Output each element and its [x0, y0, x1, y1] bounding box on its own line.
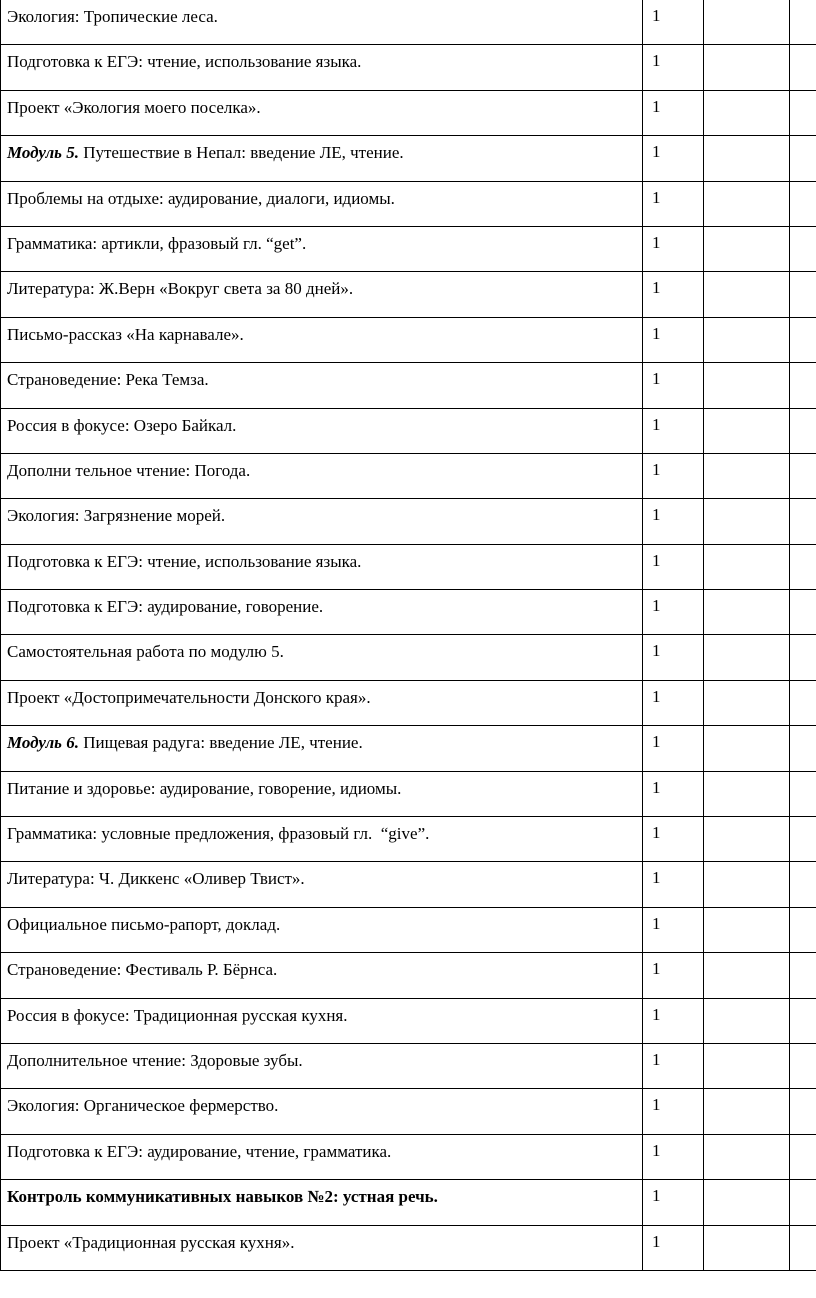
- date-fact-cell: [790, 1089, 816, 1134]
- lesson-topic-cell: [1, 1225, 643, 1270]
- date-plan-cell: [704, 226, 790, 271]
- date-plan-cell: [704, 499, 790, 544]
- hours-cell: 1: [643, 590, 704, 635]
- lesson-topic-cell: [1, 136, 643, 181]
- date-fact-cell: [790, 1043, 816, 1088]
- table-row: [1, 544, 816, 589]
- date-fact-cell: [790, 544, 816, 589]
- lesson-topic-cell: [1, 953, 643, 998]
- lesson-topic-cell: [1, 771, 643, 816]
- lesson-topic-cell: [1, 226, 643, 271]
- table-row: [1, 998, 816, 1043]
- date-plan-cell: [704, 363, 790, 408]
- date-plan-cell: [704, 544, 790, 589]
- hours-cell: 1: [643, 45, 704, 90]
- date-fact-cell: [790, 181, 816, 226]
- lesson-topic-text: Дополни тельное чтение: Погода.: [7, 460, 251, 480]
- table-row: [1, 1043, 816, 1088]
- lesson-topic-text: Литература: Ж.Верн «Вокруг света за 80 дней».: [7, 279, 354, 299]
- lesson-topic-text: Проблемы на отдыхе: аудирование, диалоги, идиомы.: [7, 188, 395, 208]
- table-row: [1, 1225, 816, 1270]
- lesson-topic-cell: [1, 317, 643, 362]
- lesson-topic-text: Дополнительное чтение: Здоровые зубы.: [7, 1050, 303, 1070]
- lesson-topic-text: Подготовка к ЕГЭ: аудирование, говорение.: [7, 597, 324, 617]
- hours-cell: 1: [643, 1089, 704, 1134]
- lesson-topic-cell: [1, 1089, 643, 1134]
- lesson-topic-cell: [1, 907, 643, 952]
- module-label: Модуль 6.: [7, 733, 79, 753]
- table-row: [1, 181, 816, 226]
- lesson-topic-cell: [1, 817, 643, 862]
- table-row: [1, 317, 816, 362]
- table-row: [1, 408, 816, 453]
- date-fact-cell: [790, 408, 816, 453]
- table-row: [1, 90, 816, 135]
- lesson-topic-cell: [1, 453, 643, 498]
- hours-cell: 1: [643, 272, 704, 317]
- lesson-topic-text: Россия в фокусе: Традиционная русская кухня.: [7, 1005, 348, 1025]
- date-plan-cell: [704, 317, 790, 362]
- lesson-topic-text: Пищевая радуга: введение ЛЕ, чтение.: [78, 733, 363, 753]
- hours-cell: 1: [643, 90, 704, 135]
- lesson-topic-text: Страноведение: Река Темза.: [7, 370, 209, 390]
- lesson-topic-cell: [1, 499, 643, 544]
- lesson-topic-cell: [1, 408, 643, 453]
- date-fact-cell: [790, 453, 816, 498]
- lesson-topic-cell: [1, 0, 643, 45]
- date-plan-cell: [704, 771, 790, 816]
- hours-cell: 1: [643, 181, 704, 226]
- date-plan-cell: [704, 998, 790, 1043]
- lesson-topic-cell: [1, 363, 643, 408]
- date-fact-cell: [790, 90, 816, 135]
- hours-cell: 1: [643, 317, 704, 362]
- lesson-topic-cell: [1, 272, 643, 317]
- date-plan-cell: [704, 90, 790, 135]
- table-row: [1, 862, 816, 907]
- table-row: [1, 817, 816, 862]
- table-row: [1, 726, 816, 771]
- date-fact-cell: [790, 726, 816, 771]
- lesson-topic-text: Проект «Достопримечательности Донского края».: [7, 687, 371, 707]
- table-row: [1, 907, 816, 952]
- hours-cell: 1: [643, 726, 704, 771]
- lesson-topic-text: Экология: Тропические леса.: [7, 7, 218, 26]
- lesson-topic-cell: [1, 45, 643, 90]
- date-fact-cell: [790, 680, 816, 725]
- date-fact-cell: [790, 317, 816, 362]
- lesson-topic-cell: [1, 1043, 643, 1088]
- hours-cell: 1: [643, 998, 704, 1043]
- hours-cell: 1: [643, 635, 704, 680]
- lesson-topic-text: Контроль коммуникативных навыков №2: устная речь.: [7, 1187, 438, 1207]
- hours-cell: 1: [643, 862, 704, 907]
- lesson-topic-cell: [1, 1134, 643, 1179]
- date-plan-cell: [704, 680, 790, 725]
- date-fact-cell: [790, 635, 816, 680]
- date-plan-cell: [704, 45, 790, 90]
- date-fact-cell: [790, 771, 816, 816]
- date-fact-cell: [790, 998, 816, 1043]
- date-fact-cell: [790, 0, 816, 45]
- hours-cell: 1: [643, 499, 704, 544]
- date-plan-cell: [704, 590, 790, 635]
- hours-cell: 1: [643, 1043, 704, 1088]
- table-row: [1, 0, 816, 45]
- table-row: [1, 590, 816, 635]
- table-row: [1, 1180, 816, 1225]
- date-plan-cell: [704, 862, 790, 907]
- lesson-topic-text: Подготовка к ЕГЭ: чтение, использование языка.: [7, 551, 362, 571]
- lesson-topic-text: Россия в фокусе: Озеро Байкал.: [7, 415, 237, 435]
- lesson-topic-text: Питание и здоровье: аудирование, говорение, идиомы.: [7, 778, 402, 798]
- date-plan-cell: [704, 181, 790, 226]
- hours-cell: 1: [643, 136, 704, 181]
- table-row: [1, 136, 816, 181]
- date-plan-cell: [704, 953, 790, 998]
- lesson-topic-text: Литература: Ч. Диккенс «Оливер Твист».: [7, 869, 305, 889]
- table-row: [1, 771, 816, 816]
- date-fact-cell: [790, 499, 816, 544]
- table-row: [1, 226, 816, 271]
- table-row: [1, 45, 816, 90]
- date-fact-cell: [790, 1180, 816, 1225]
- date-fact-cell: [790, 862, 816, 907]
- date-plan-cell: [704, 1134, 790, 1179]
- lesson-plan-body: [1, 0, 816, 1270]
- lesson-topic-text: Экология: Загрязнение морей.: [7, 506, 226, 526]
- lesson-topic-text: Грамматика: артикли, фразовый гл. “get”.: [7, 233, 307, 253]
- lesson-topic-text: Самостоятельная работа по модулю 5.: [7, 642, 284, 662]
- date-fact-cell: [790, 907, 816, 952]
- hours-cell: 1: [643, 1134, 704, 1179]
- hours-cell: 1: [643, 953, 704, 998]
- lesson-topic-text: Проект «Традиционная русская кухня».: [7, 1232, 295, 1252]
- lesson-topic-text: Письмо-рассказ «На карнавале».: [7, 324, 244, 344]
- hours-cell: 1: [643, 771, 704, 816]
- lesson-topic-text: Подготовка к ЕГЭ: аудирование, чтение, грамматика.: [7, 1141, 392, 1161]
- table-row: [1, 1134, 816, 1179]
- table-row: [1, 363, 816, 408]
- table-row: [1, 499, 816, 544]
- date-plan-cell: [704, 1043, 790, 1088]
- lesson-topic-cell: [1, 181, 643, 226]
- lesson-topic-text: Грамматика: условные предложения, фразовый гл. “give”.: [7, 824, 430, 844]
- hours-cell: 1: [643, 907, 704, 952]
- date-plan-cell: [704, 817, 790, 862]
- hours-cell: 1: [643, 453, 704, 498]
- date-fact-cell: [790, 272, 816, 317]
- lesson-topic-text: Проект «Экология моего поселка».: [7, 97, 261, 117]
- lesson-topic-text: Путешествие в Непал: введение ЛЕ, чтение.: [78, 143, 404, 163]
- table-row: [1, 635, 816, 680]
- hours-cell: 1: [643, 544, 704, 589]
- date-plan-cell: [704, 136, 790, 181]
- lesson-topic-cell: [1, 862, 643, 907]
- hours-cell: 1: [643, 0, 704, 45]
- date-plan-cell: [704, 1089, 790, 1134]
- lesson-topic-cell: [1, 590, 643, 635]
- hours-cell: 1: [643, 817, 704, 862]
- lesson-topic-text: Экология: Органическое фермерство.: [7, 1096, 279, 1116]
- date-plan-cell: [704, 1225, 790, 1270]
- date-plan-cell: [704, 1180, 790, 1225]
- lesson-topic-text: Официальное письмо-рапорт, доклад.: [7, 914, 281, 934]
- lesson-topic-cell: [1, 635, 643, 680]
- date-fact-cell: [790, 1134, 816, 1179]
- hours-cell: 1: [643, 1180, 704, 1225]
- date-fact-cell: [790, 817, 816, 862]
- lesson-topic-cell: [1, 680, 643, 725]
- hours-cell: 1: [643, 408, 704, 453]
- date-plan-cell: [704, 907, 790, 952]
- date-fact-cell: [790, 136, 816, 181]
- date-plan-cell: [704, 453, 790, 498]
- date-plan-cell: [704, 408, 790, 453]
- hours-cell: 1: [643, 1225, 704, 1270]
- lesson-topic-cell: [1, 90, 643, 135]
- date-plan-cell: [704, 0, 790, 45]
- lesson-topic-cell: [1, 544, 643, 589]
- lesson-topic-cell: [1, 998, 643, 1043]
- date-fact-cell: [790, 1225, 816, 1270]
- date-fact-cell: [790, 953, 816, 998]
- table-row: [1, 272, 816, 317]
- date-fact-cell: [790, 363, 816, 408]
- date-plan-cell: [704, 635, 790, 680]
- date-fact-cell: [790, 226, 816, 271]
- date-plan-cell: [704, 272, 790, 317]
- lesson-topic-cell: [1, 1180, 643, 1225]
- module-label: Модуль 5.: [7, 143, 79, 163]
- lesson-topic-text: Страноведение: Фестиваль Р. Бёрнса.: [7, 960, 278, 980]
- table-row: [1, 1089, 816, 1134]
- date-fact-cell: [790, 590, 816, 635]
- lesson-topic-text: Подготовка к ЕГЭ: чтение, использование языка.: [7, 52, 362, 72]
- lesson-topic-cell: [1, 726, 643, 771]
- table-row: [1, 680, 816, 725]
- date-plan-cell: [704, 726, 790, 771]
- hours-cell: 1: [643, 226, 704, 271]
- hours-cell: 1: [643, 680, 704, 725]
- table-row: [1, 453, 816, 498]
- table-row: [1, 953, 816, 998]
- hours-cell: 1: [643, 363, 704, 408]
- date-fact-cell: [790, 45, 816, 90]
